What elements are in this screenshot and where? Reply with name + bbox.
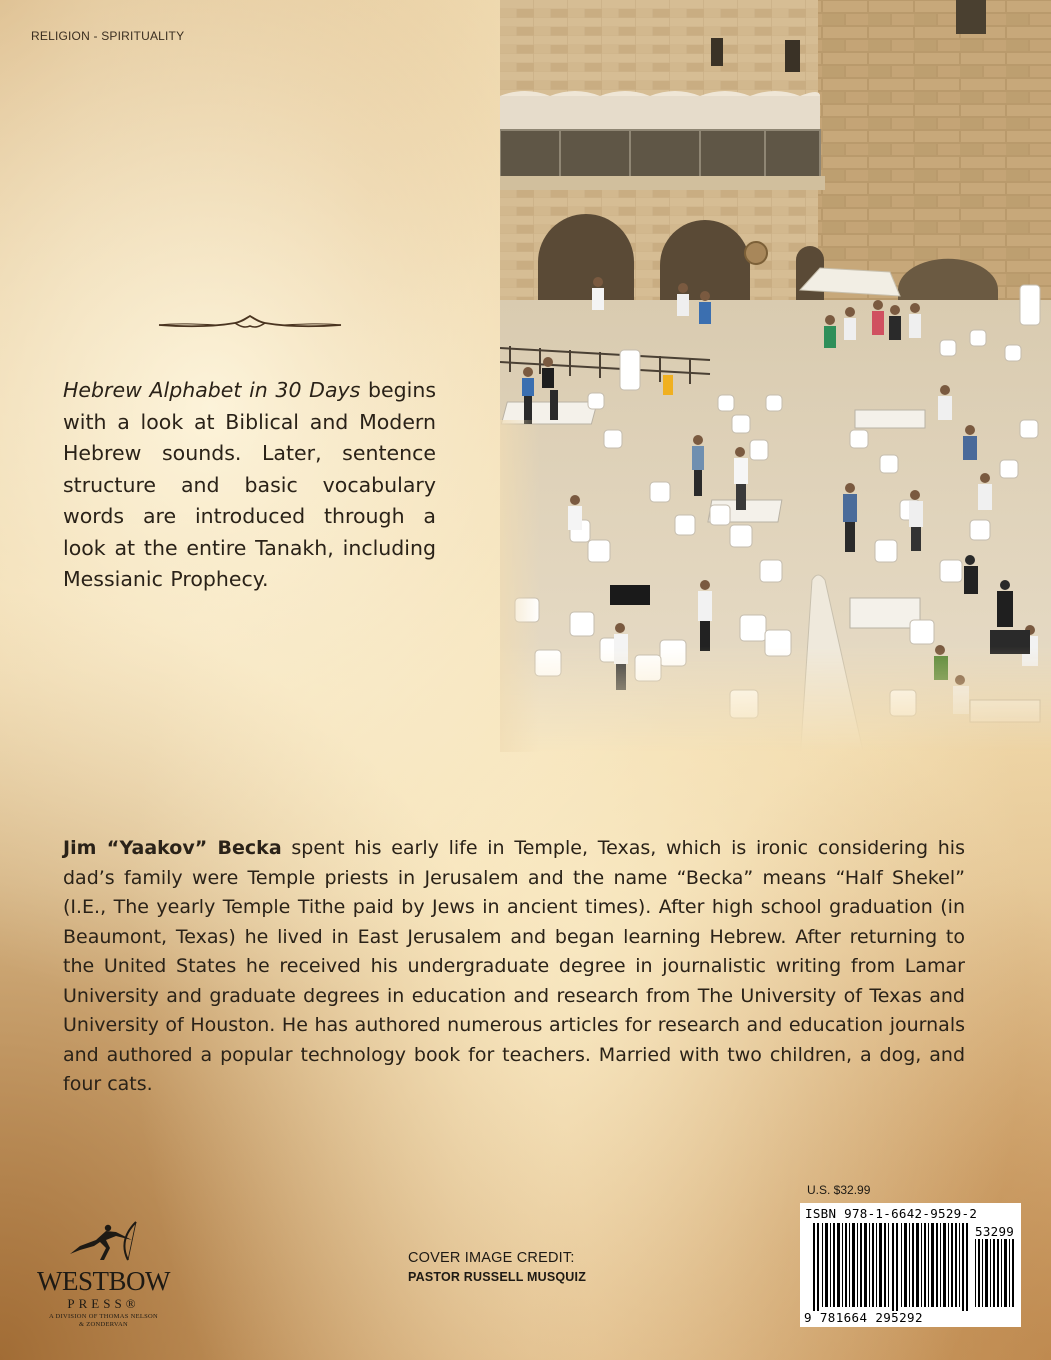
- author-bio: [63, 834, 965, 1100]
- western-wall-plaza-photo: [500, 0, 1051, 752]
- barcode-bars: [800, 1203, 1021, 1327]
- isbn-barcode: [800, 1203, 1021, 1327]
- archer-icon: [66, 1220, 141, 1266]
- book-blurb: [63, 375, 436, 596]
- blurb-text: begins with a look at Biblical and Modern Hebrew sounds. Later, sentence structure and basic vocabulary words are introduced through a look at the entire Tanakh, including Messianic Prophecy.: [63, 378, 437, 591]
- credit-name: PASTOR RUSSELL MUSQUIZ: [408, 1270, 587, 1284]
- isbn-number: ISBN 978-1-6642-9529-2: [805, 1206, 978, 1221]
- author-name: Jim “Yaakov” Becka: [63, 837, 282, 859]
- photo-edge-fade: [500, 420, 540, 752]
- publisher-name: WESTBOW: [37, 1266, 170, 1296]
- cover-image-credit: [408, 1250, 586, 1284]
- ornament-divider: [157, 313, 343, 333]
- barcode-price-code: 53299: [975, 1224, 1015, 1239]
- publisher-press: PRESS®: [67, 1296, 140, 1311]
- category-label: RELIGION - SPIRITUALITY: [31, 29, 185, 43]
- price-label: U.S. $32.99: [807, 1183, 871, 1197]
- ean-digits: 9 781664 295292: [804, 1310, 923, 1325]
- book-title: Hebrew Alphabet in 30 Days: [63, 378, 361, 402]
- bio-text: spent his early life in Temple, Texas, which is ironic considering his dad’s family were Temple priests in Jerusalem and the name “Becka” means “Half Shekel” (I.E., The yearly Temple Tithe paid by Jews in ancient times). After high school graduation (in Beaumont, Texas) he lived in East Jerusalem and began learning Hebrew. After returning to the United States he received his undergraduate degree in journalistic writing from Lamar University and graduate degrees in education and research from The University of Texas and University of Houston. He has authored numerous articles for research and education journals and authored a popular technology book for teachers. Married with two children, a dog, and four cats.: [63, 837, 965, 1095]
- publisher-logo: [26, 1220, 181, 1335]
- publisher-division-line1: A DIVISION OF THOMAS NELSON: [48, 1313, 159, 1320]
- credit-label: COVER IMAGE CREDIT:: [408, 1250, 575, 1266]
- publisher-division-line2: & ZONDERVAN: [78, 1321, 129, 1328]
